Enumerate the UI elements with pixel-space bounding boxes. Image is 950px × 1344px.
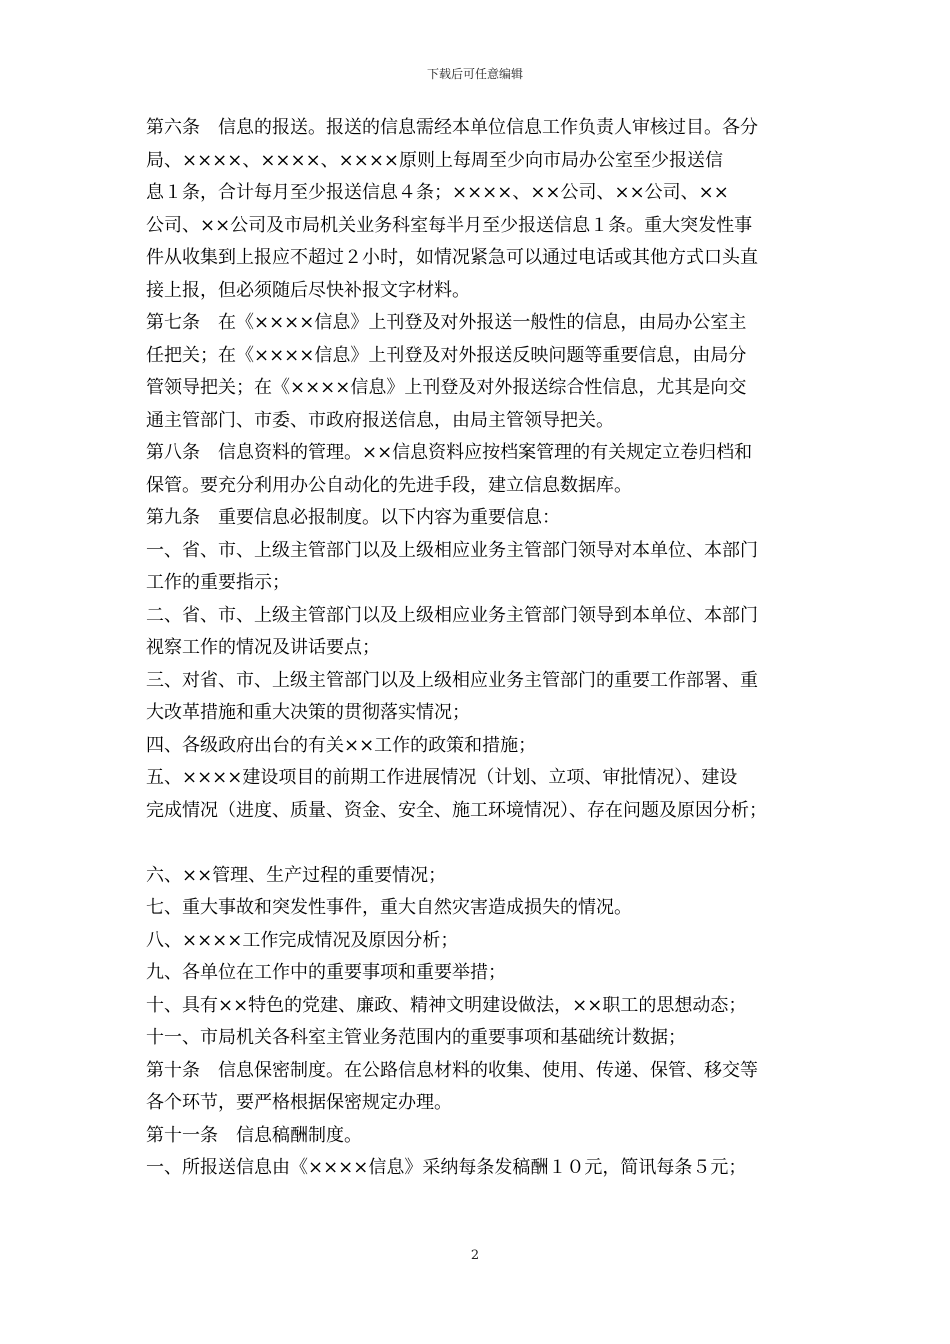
- text-line: 第八条 信息资料的管理。××信息资料应按档案管理的有关规定立卷归档和: [146, 442, 753, 463]
- text-line: 公司、××公司及市局机关业务科室每半月至少报送信息１条。重大突发性事: [146, 214, 753, 236]
- text-line: 七、重大事故和突发性事件，重大自然灾害造成损失的情况。: [146, 897, 632, 918]
- text-line: 息１条，合计每月至少报送信息４条；××××、××公司、××公司、××: [146, 182, 729, 203]
- text-line: 第六条 信息的报送。报送的信息需经本单位信息工作负责人审核过目。各分: [146, 117, 758, 138]
- blank-line: [146, 827, 806, 860]
- text-line: 八、××××工作完成情况及原因分析；: [146, 929, 459, 951]
- text-line: 第九条 重要信息必报制度。以下内容为重要信息：: [146, 507, 560, 528]
- text-line: 九、各单位在工作中的重要事项和重要举措；: [146, 962, 506, 983]
- text-line: 接上报，但必须随后尽快补报文字材料。: [146, 279, 470, 301]
- text-line: 第十一条 信息稿酬制度。: [146, 1124, 362, 1146]
- text-line: 四、各级政府出台的有关××工作的政策和措施；: [146, 734, 537, 756]
- text-line: 视察工作的情况及讲话要点；: [146, 637, 380, 658]
- text-line: 第十条 信息保密制度。在公路信息材料的收集、使用、传递、保管、移交等: [146, 1059, 758, 1081]
- text-line: 一、所报送信息由《××××信息》采纳每条发稿酬１０元，简讯每条５元；: [146, 1157, 747, 1178]
- document-body: [146, 112, 806, 1185]
- text-line: 完成情况（进度、质量、资金、安全、施工环境情况）、存在问题及原因分析；: [146, 799, 767, 821]
- text-line: 各个环节，要严格根据保密规定办理。: [146, 1092, 452, 1113]
- text-line: 一、省、市、上级主管部门以及上级相应业务主管部门领导对本单位、本部门: [146, 539, 758, 561]
- text-line: 件从收集到上报应不超过２小时，如情况紧急可以通过电话或其他方式口头直: [146, 247, 758, 268]
- page-number: 2: [470, 1248, 480, 1263]
- text-line: 通主管部门、市委、市政府报送信息，由局主管领导把关。: [146, 409, 614, 431]
- page-header: 下载后可任意编辑: [426, 67, 523, 81]
- text-line: 第七条 在《××××信息》上刊登及对外报送一般性的信息，由局办公室主: [146, 312, 747, 333]
- text-line: 保管。要充分利用办公自动化的先进手段，建立信息数据库。: [146, 474, 632, 496]
- text-line: 局、××××、××××、××××原则上每周至少向市局办公室至少报送信: [146, 149, 723, 171]
- text-line: 任把关；在《××××信息》上刊登及对外报送反映问题等重要信息，由局分: [146, 344, 747, 366]
- text-line: 十、具有××特色的党建、廉政、精神文明建设做法，××职工的思想动态；: [146, 994, 747, 1016]
- text-line: 大改革措施和重大决策的贯彻落实情况；: [146, 702, 470, 723]
- text-line: 二、省、市、上级主管部门以及上级相应业务主管部门领导到本单位、本部门: [146, 604, 758, 626]
- text-line: 工作的重要指示；: [146, 572, 290, 593]
- text-line: 十一、市局机关各科室主管业务范围内的重要事项和基础统计数据；: [146, 1027, 686, 1048]
- text-line: 管领导把关；在《××××信息》上刊登及对外报送综合性信息，尤其是向交: [146, 377, 747, 398]
- text-line: 六、××管理、生产过程的重要情况；: [146, 864, 447, 886]
- text-line: 五、××××建设项目的前期工作进展情况（计划、立项、审批情况）、建设: [146, 767, 738, 788]
- text-line: 三、对省、市、上级主管部门以及上级相应业务主管部门的重要工作部署、重: [146, 669, 758, 691]
